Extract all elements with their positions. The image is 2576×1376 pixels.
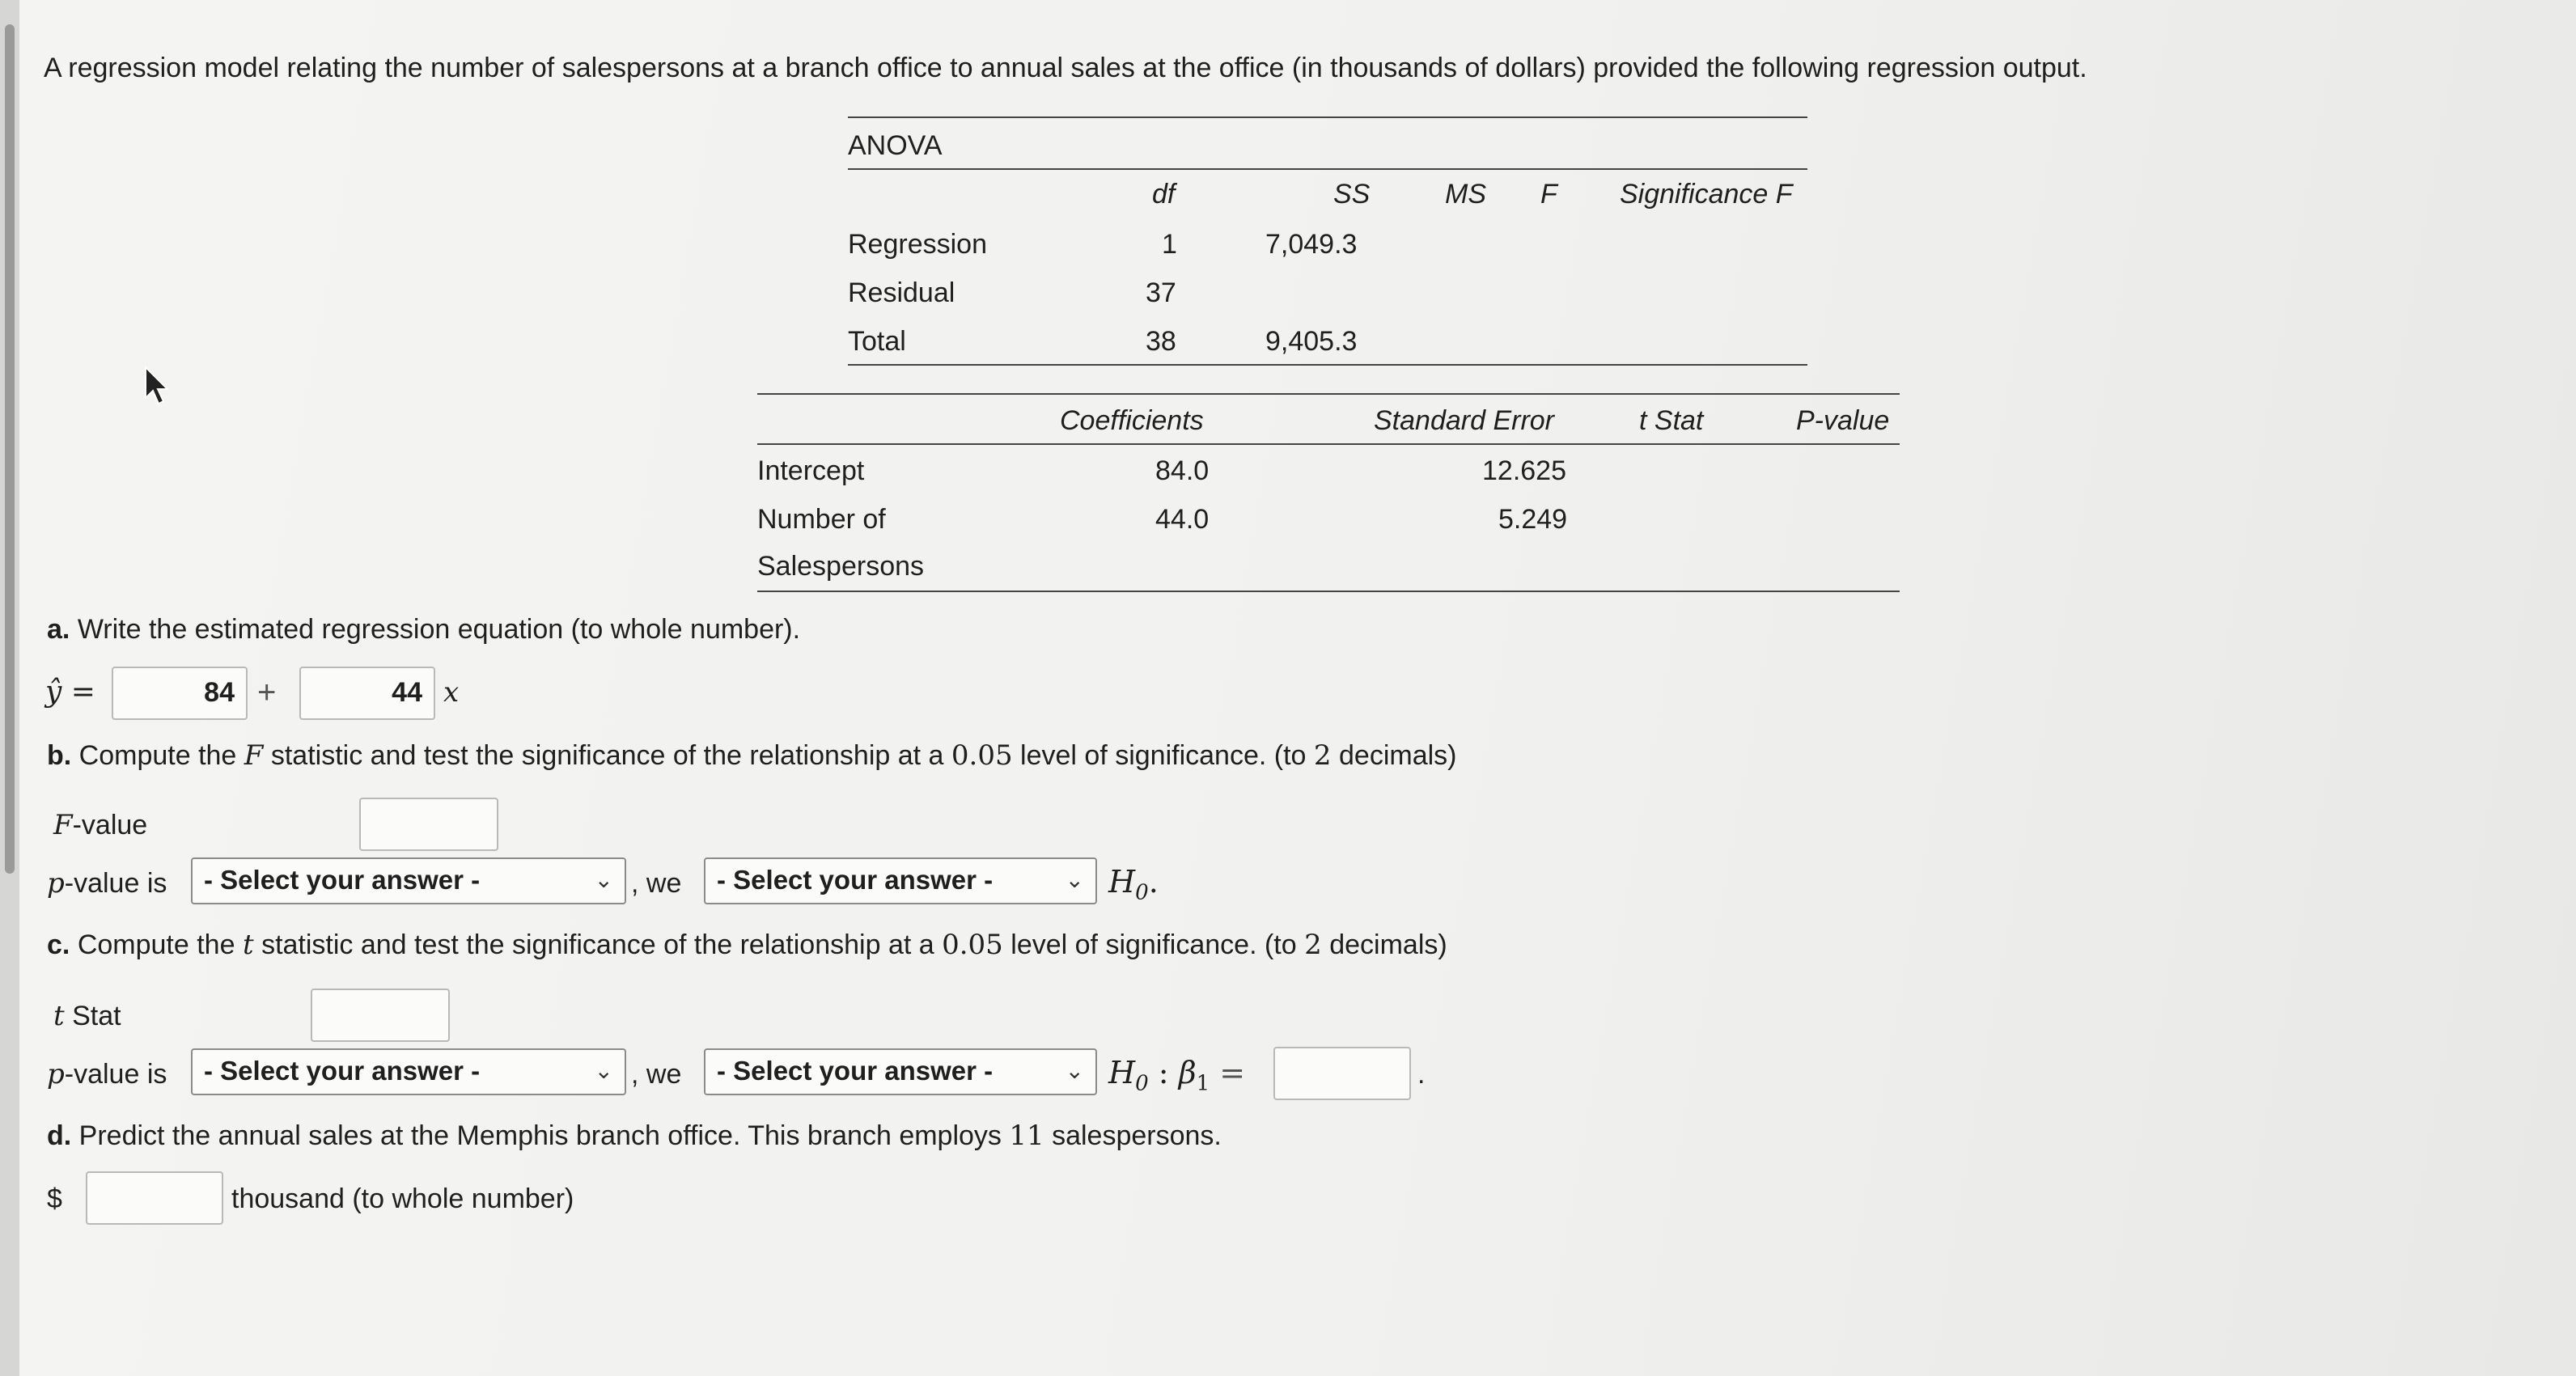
part-c-text-2: statistic and test the significance of the relationship at a: [261, 929, 934, 960]
anova-title: ANOVA: [848, 130, 943, 161]
anova-row-df: 37: [1146, 277, 1176, 308]
coef-row-se: 12.625: [1482, 455, 1566, 486]
t-stat-label: [53, 1000, 121, 1032]
p-value-label-text: -value is: [64, 1059, 167, 1090]
part-c-decision-select[interactable]: [704, 1048, 1097, 1095]
part-c-text-1: Compute the: [77, 929, 235, 960]
p-symbol: p: [47, 1058, 65, 1090]
prediction-input[interactable]: [86, 1171, 223, 1225]
chevron-down-icon: ⌄: [1065, 867, 1084, 892]
t-stat-input[interactable]: [311, 989, 450, 1042]
f-value-input[interactable]: [359, 798, 498, 851]
part-b-p-value-select-text: - Select your answer -: [204, 865, 481, 895]
left-scrollbar[interactable]: [0, 0, 19, 1376]
chevron-down-icon: ⌄: [594, 1058, 613, 1083]
h0-subscript: 0: [1135, 880, 1149, 905]
beta-value-input[interactable]: [1273, 1047, 1411, 1100]
coef-row-se: 5.249: [1498, 504, 1568, 535]
we-text: , we: [631, 1059, 682, 1090]
chevron-down-icon: ⌄: [594, 867, 613, 892]
anova-header-df: df: [1152, 179, 1176, 210]
coef-row-label: Number of: [757, 504, 886, 535]
part-b-p-value-select[interactable]: [191, 857, 626, 904]
anova-row-df: 38: [1146, 326, 1176, 357]
anova-header-significance-f: Significance F: [1620, 179, 1793, 210]
anova-header-rule: [848, 168, 1807, 170]
part-c-label: c.: [47, 929, 70, 960]
scrollbar-thumb[interactable]: [5, 24, 15, 874]
slope-answer-value: 44: [392, 677, 422, 708]
p-value-label-text: -value is: [64, 868, 167, 899]
part-c-p-value-select-text: - Select your answer -: [204, 1056, 481, 1086]
coef-header-coefficients: Coefficients: [1060, 405, 1204, 436]
part-a-label: a.: [47, 614, 70, 645]
f-value-label-text: -value: [72, 810, 148, 840]
part-b-alpha: 0.05: [951, 739, 1013, 772]
part-c-two: 2: [1304, 929, 1322, 961]
part-d-prompt: [47, 1120, 1222, 1152]
plus-sign: +: [257, 675, 277, 710]
part-d-label: d.: [47, 1120, 72, 1151]
part-b-f: F: [244, 739, 264, 772]
part-c-t: t: [242, 929, 254, 961]
h0-beta-expression: [1108, 1056, 1245, 1100]
part-b-decision-select-text: - Select your answer -: [717, 865, 994, 895]
p-symbol: p: [47, 867, 65, 900]
f-value-label: [53, 809, 147, 841]
anova-row-label: Total: [848, 326, 906, 357]
coef-bottom-rule: [757, 591, 1900, 592]
beta-period: .: [1417, 1059, 1426, 1090]
part-d-text-2: salespersons.: [1052, 1120, 1222, 1151]
p-value-label: [47, 867, 167, 900]
coef-header-p-value: P-value: [1796, 405, 1890, 436]
prediction-suffix: thousand (to whole number): [231, 1183, 574, 1214]
h0-symbol: [1108, 866, 1159, 909]
part-c-text-4: decimals): [1329, 929, 1447, 960]
yhat-symbol: ŷ =: [45, 675, 95, 709]
part-b-text-2: statistic and test the significance of the relationship at a: [270, 740, 944, 771]
h0-h: H: [1108, 1055, 1136, 1090]
anova-row-df: 1: [1162, 229, 1177, 260]
we-text: , we: [631, 868, 682, 899]
coef-row-label: Salespersons: [757, 551, 925, 582]
part-a-text: Write the estimated regression equation (to whole number).: [77, 614, 801, 645]
coef-row-coef: 44.0: [1155, 504, 1210, 535]
part-d-n: 11: [1009, 1120, 1044, 1152]
anova-row-ss: 7,049.3: [1265, 229, 1358, 260]
coef-top-rule: [757, 393, 1900, 395]
part-b-prompt: [47, 739, 1456, 772]
h0-h: H: [1108, 864, 1136, 900]
question-intro: A regression model relating the number of salespersons at a branch office to annual sales at the office (in thousands of dollars) provided the following regression output.: [44, 53, 2087, 83]
anova-header-f: F: [1540, 179, 1557, 210]
part-c-alpha: 0.05: [942, 929, 1003, 961]
anova-row-label: Regression: [848, 229, 987, 260]
part-b-text-3: level of significance. (to: [1020, 740, 1307, 771]
coef-header-t-stat: t Stat: [1639, 405, 1704, 436]
beta-symbol: β: [1178, 1055, 1197, 1090]
t-symbol: t: [53, 1000, 65, 1032]
dollar-sign: $: [47, 1183, 62, 1214]
part-b-decision-select[interactable]: [704, 857, 1097, 904]
chevron-down-icon: ⌄: [1065, 1058, 1084, 1083]
h0-subscript: 0: [1135, 1071, 1149, 1096]
anova-bottom-rule: [848, 364, 1807, 366]
part-c-text-3: level of significance. (to: [1010, 929, 1297, 960]
mouse-pointer-icon: [142, 366, 172, 408]
h0-period: .: [1148, 864, 1159, 900]
anova-header-ss: SS: [1333, 179, 1371, 210]
part-b-text-1: Compute the: [78, 740, 237, 771]
coef-header-rule: [757, 443, 1900, 445]
t-stat-label-text: Stat: [72, 1001, 121, 1031]
colon: :: [1158, 1055, 1169, 1090]
f-symbol: F: [53, 809, 73, 841]
part-b-label: b.: [47, 740, 72, 771]
beta-subscript: 1: [1196, 1071, 1210, 1096]
coef-row-coef: 84.0: [1155, 455, 1210, 486]
part-b-two: 2: [1313, 739, 1332, 772]
part-c-p-value-select[interactable]: [191, 1048, 626, 1095]
anova-top-rule: [848, 116, 1807, 118]
intercept-answer-box[interactable]: [112, 667, 248, 720]
slope-answer-box[interactable]: [299, 667, 435, 720]
anova-row-label: Residual: [848, 277, 955, 308]
anova-header-ms: MS: [1445, 179, 1486, 210]
p-value-label: [47, 1058, 167, 1090]
equals-sign: =: [1219, 1055, 1246, 1090]
coef-row-label: Intercept: [757, 455, 865, 486]
part-a-prompt: [47, 613, 800, 646]
part-b-text-4: decimals): [1339, 740, 1457, 771]
anova-row-ss: 9,405.3: [1265, 326, 1358, 357]
coef-header-standard-error: Standard Error: [1374, 405, 1554, 436]
intercept-answer-value: 84: [204, 677, 235, 708]
part-c-decision-select-text: - Select your answer -: [717, 1056, 994, 1086]
x-variable: x: [443, 676, 460, 709]
part-c-prompt: [47, 929, 1447, 961]
part-d-text-1: Predict the annual sales at the Memphis branch office. This branch employs: [78, 1120, 1002, 1151]
